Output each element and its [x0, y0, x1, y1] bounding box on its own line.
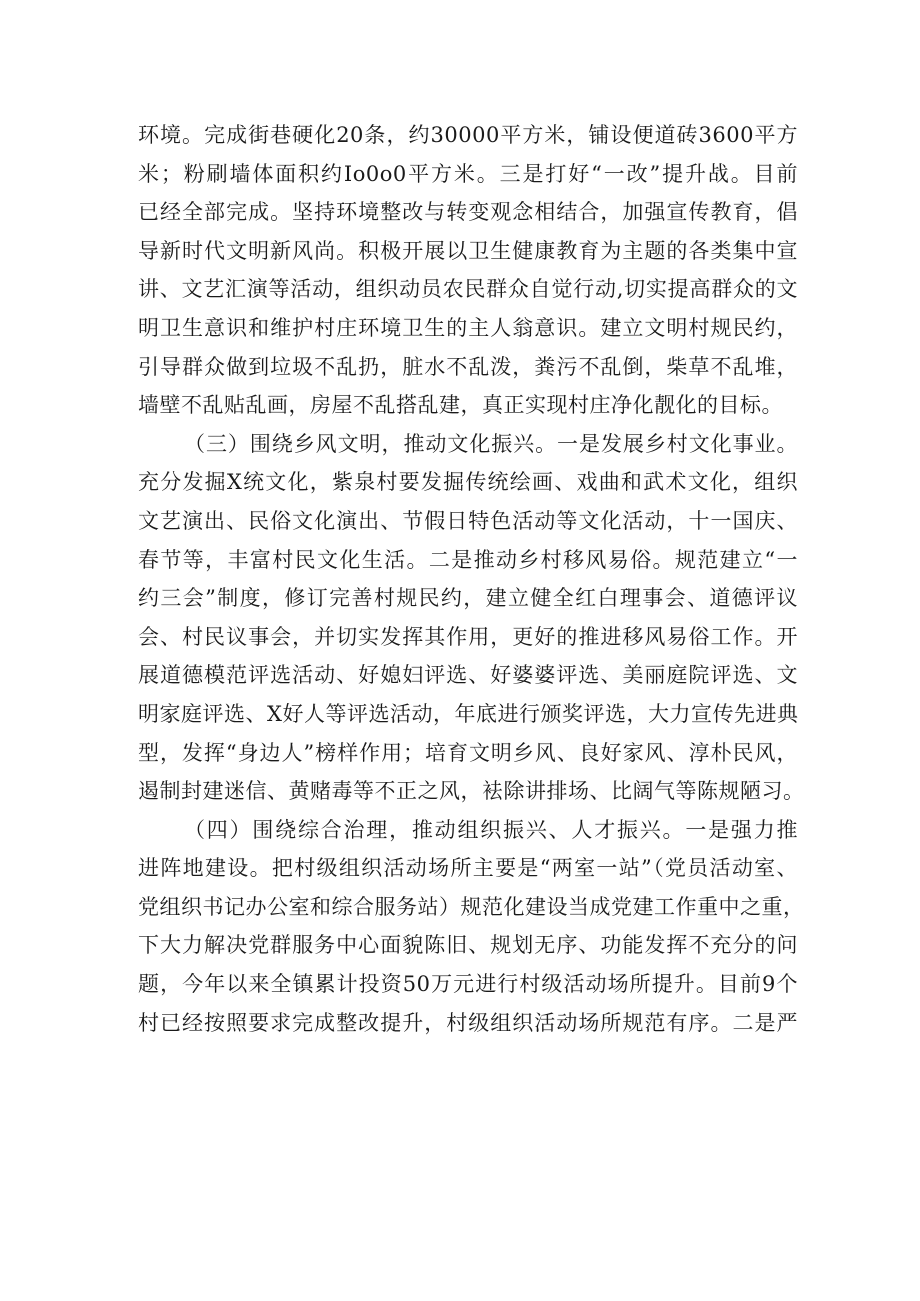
- text-line: 环境。完成街巷硬化20条，约30000平方米，铺设便道砖3600平方: [138, 123, 798, 147]
- text-line: 讲、文艺汇演等活动，组织动员农民群众自觉行动,切实提高群众的文: [138, 277, 798, 302]
- document-body: [138, 116, 805, 1042]
- text-line: 明卫生意识和维护村庄环境卫生的主人翁意识。建立文明村规民约，: [138, 315, 798, 340]
- text-line: 约三会”制度，修订完善村规民约，建立健全红白理事会、道德评议: [138, 586, 798, 611]
- text-line: 充分发掘X统文化，紫泉村要发掘传统绘画、戏曲和武术文化，组织: [138, 470, 798, 495]
- text-line: 春节等，丰富村民文化生活。二是推动乡村移风易俗。规范建立“一: [138, 547, 798, 572]
- text-line: 进阵地建设。把村级组织活动场所主要是“两室一站”（党员活动室、: [138, 856, 798, 881]
- text-line: 村已经按照要求完成整改提升，村级组织活动场所规范有序。二是严: [138, 1010, 798, 1035]
- text-line: 文艺演出、民俗文化演出、节假日特色活动等文化活动，十一国庆、: [138, 508, 798, 533]
- text-line: 米；粉刷墙体面积约Io0o0平方米。三是打好“一改”提升战。目前: [138, 161, 798, 186]
- text-line: 展道德模范评选活动、好媳妇评选、好婆婆评选、美丽庭院评选、文: [138, 663, 798, 688]
- text-line: 明家庭评选、X好人等评选活动，年底进行颁奖评选，大力宣传先进典: [138, 701, 799, 726]
- text-line: 引导群众做到垃圾不乱扔，脏水不乱泼，粪污不乱倒，柴草不乱堆，: [138, 354, 798, 379]
- text-line: 遏制封建迷信、黄赌毒等不正之风，袪除讲排场、比阔气等陈规陋习。: [138, 779, 805, 804]
- text-line: 下大力解决党群服务中心面貌陈旧、规划无序、功能发挥不充分的问: [138, 933, 798, 958]
- text-line: （四）围绕综合治理，推动组织振兴、人才振兴。一是强力推: [184, 817, 798, 842]
- text-line: 型，发挥“身边人”榜样作用；培育文明乡风、良好家风、淳朴民风，: [138, 740, 798, 765]
- text-line: 导新时代文明新风尚。积极开展以卫生健康教育为主题的各类集中宣: [138, 238, 798, 263]
- text-line: 墙壁不乱贴乱画，房屋不乱搭乱建，真正实现村庄净化靓化的目标。: [138, 393, 783, 418]
- text-line: 会、村民议事会，并切实发挥其作用，更好的推进移风易俗工作。开: [138, 624, 798, 649]
- text-line: 题，今年以来全镇累计投资50万元进行村级活动场所提升。目前9个: [138, 972, 798, 997]
- text-line: （三）围绕乡风文明，推动文化振兴。一是发展乡村文化事业。: [184, 431, 798, 456]
- text-line: 已经全部完成。坚持环境整改与转变观念相结合，加强宣传教育，倡: [138, 200, 798, 225]
- text-line: 党组织书记办公室和综合服务站）规范化建设当成党建工作重中之重，: [138, 894, 805, 919]
